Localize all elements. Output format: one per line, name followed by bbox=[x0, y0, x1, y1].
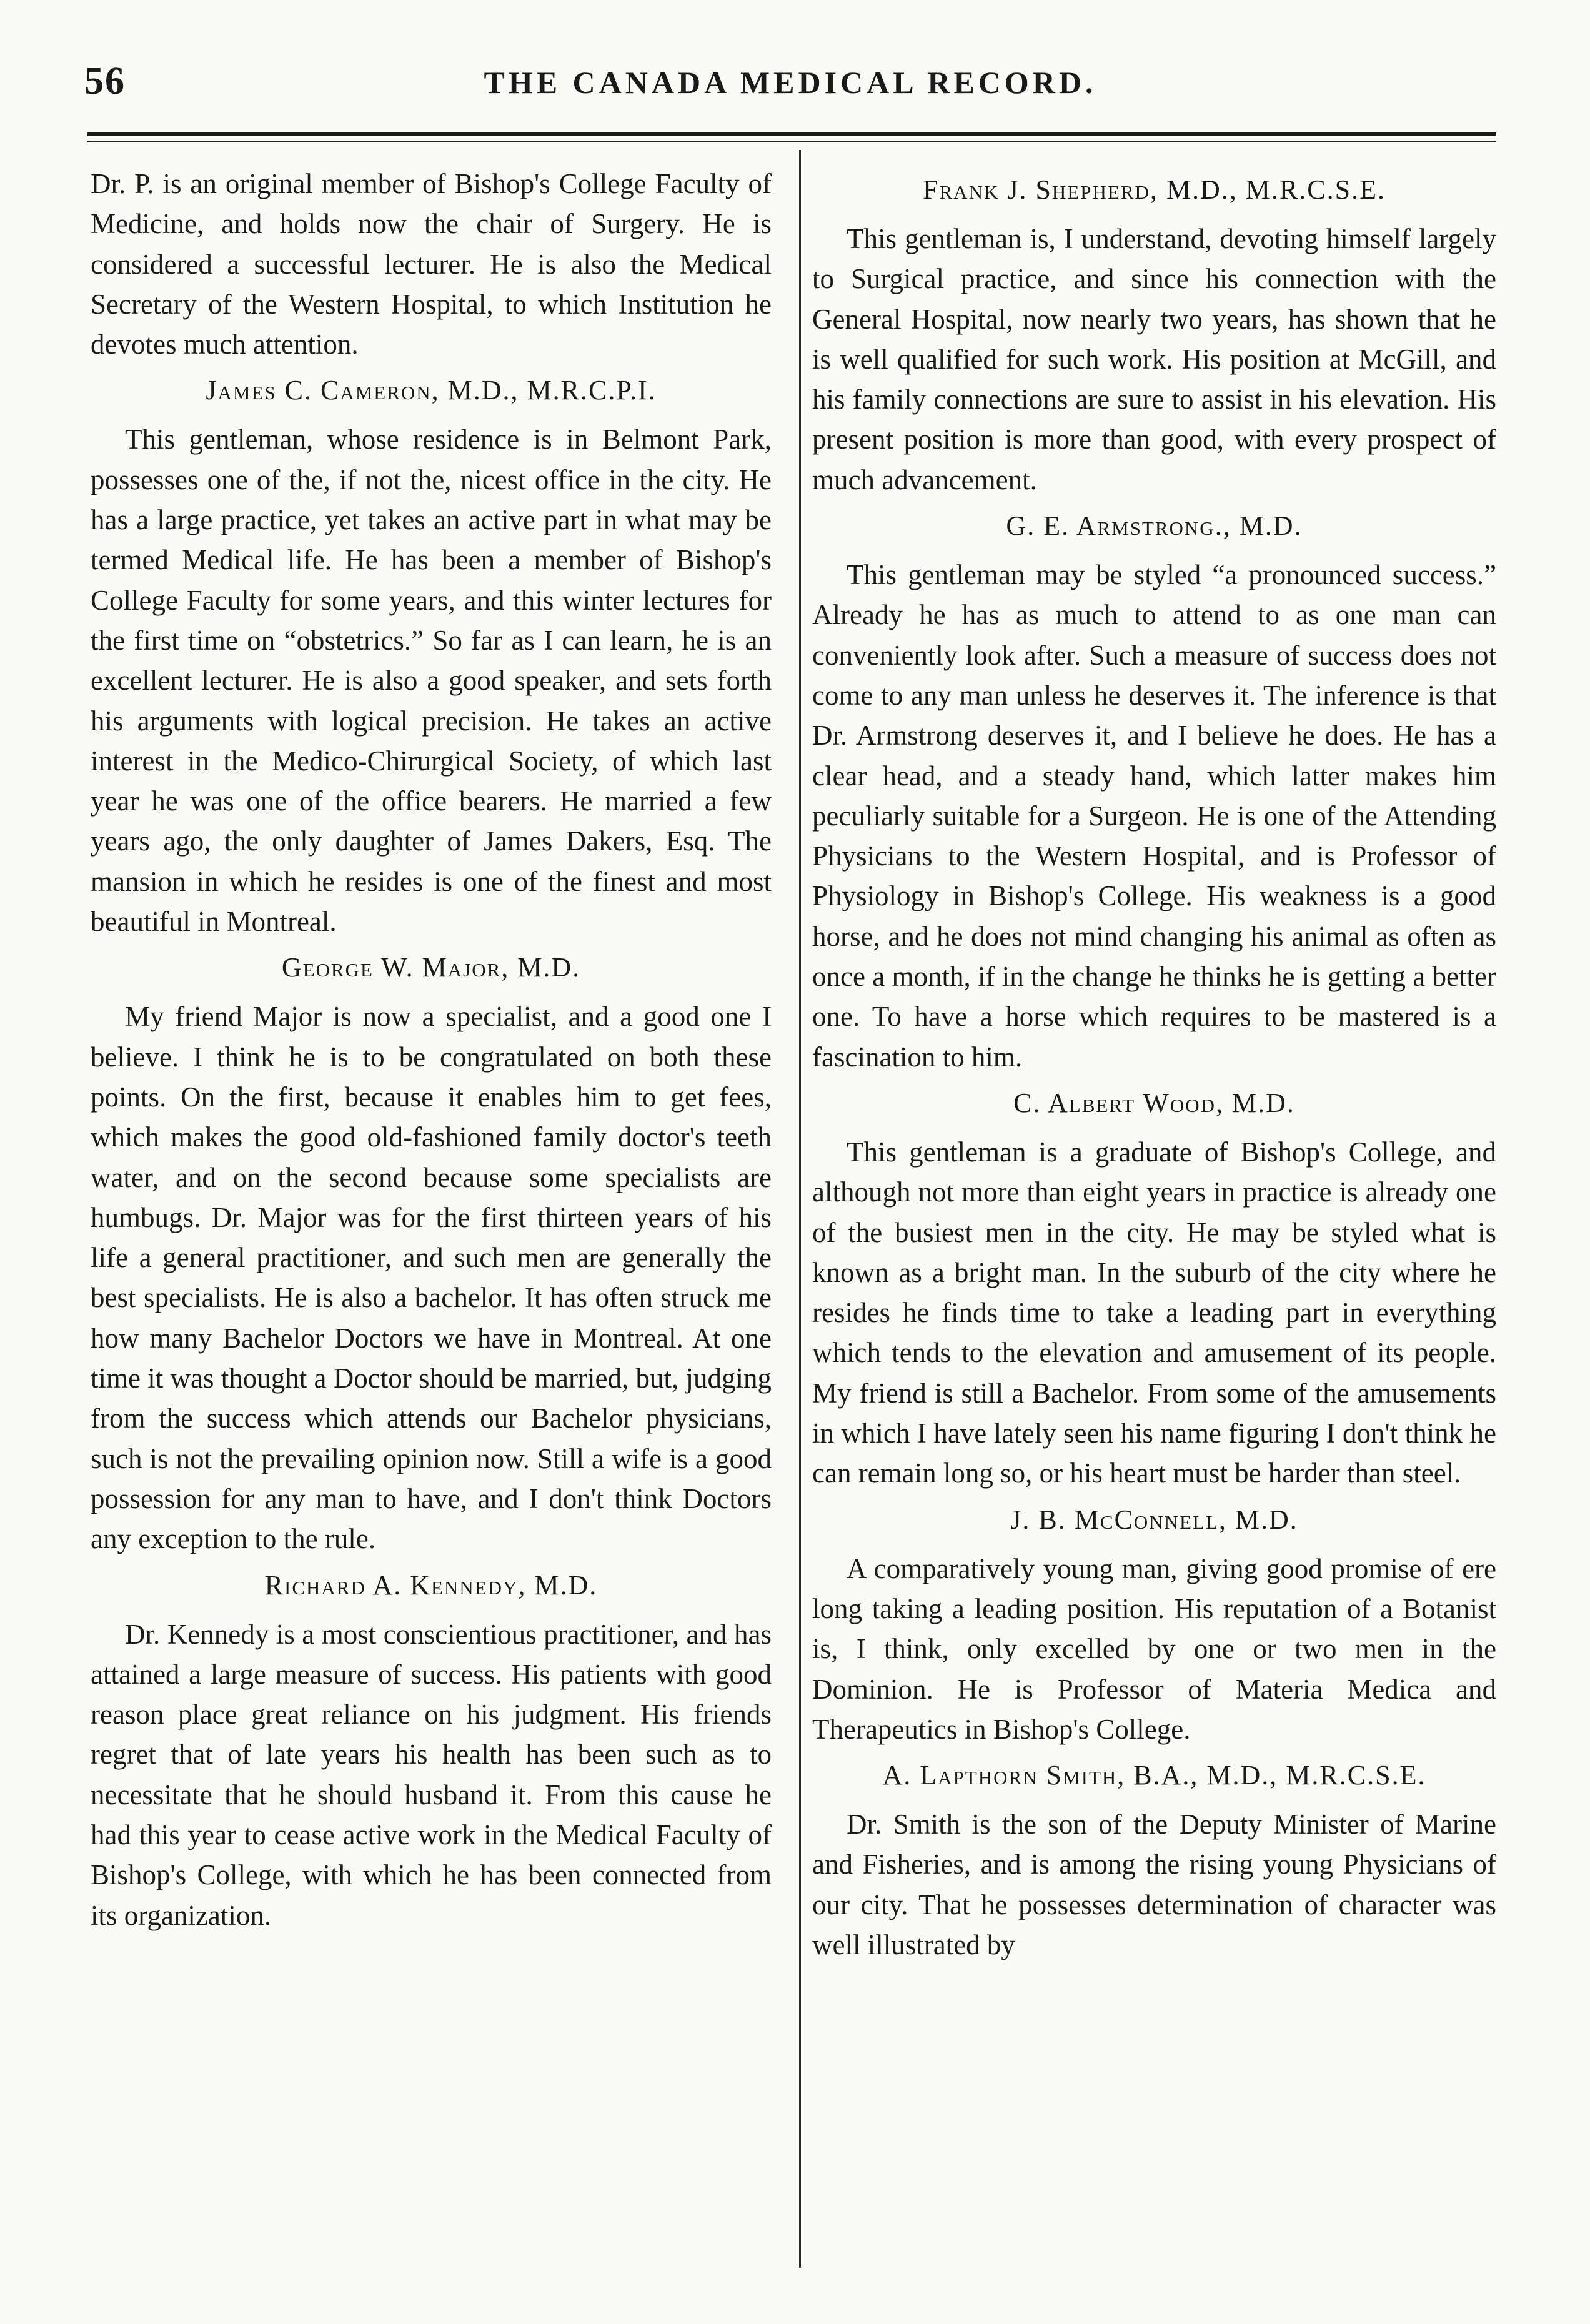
right-column bbox=[812, 164, 1496, 1965]
column-divider bbox=[799, 150, 801, 2268]
section-body: Dr. Kennedy is a most conscientious practitioner, and has attained a large measure of success. His patients with good reason place great reliance on his judgment. His friends regret that of late years his health has been such as to necessitate that he should husband it. From this cause he had this year to cease active work in the Medical Faculty of Bishop's College, with which he has been connected from its organization. bbox=[91, 1618, 772, 1931]
section-heading: C. Albert Wood, M.D. bbox=[1013, 1087, 1295, 1118]
section-body: This gentleman may be styled “a pronounced success.” Already he has as much to attend to as one man can conveniently look after. Such a measure of success does not come to any man unless he deserves it. The inference is that Dr. Armstrong deserves it, and I believe he does. He has a clear head, and a steady hand, which latter makes him peculiarly suitable for a Surgeon. He is one of the Attending Physicians to the Western Hospital, and is Professor of Physiology in Bishop's College. His weakness is a good horse, and he does not mind changing his animal as often as once a month, if in the change he thinks he is getting a better one. To have a horse which requires to be mastered is a fascination to him. bbox=[812, 559, 1496, 1073]
section-heading: Richard A. Kennedy, M.D. bbox=[264, 1569, 598, 1601]
journal-title: THE CANADA MEDICAL RECORD. bbox=[484, 65, 1097, 100]
section-body: A comparatively young man, giving good promise of ere long taking a leading position. His reputation of a Botanist is, I think, only excelled by one or two men in the Dominion. He is Professor of Materia Medica and Therapeutics in Bishop's College. bbox=[812, 1552, 1496, 1745]
intro-paragraph: Dr. P. is an original member of Bishop's College Faculty of Medicine, and holds now the chair of Surgery. He is considered a successful lecturer. He is also the Medical Secretary of the Western Hospital, to which Institution he devotes much attention. bbox=[91, 168, 772, 360]
section-heading: James C. Cameron, M.D., M.R.C.P.I. bbox=[206, 375, 657, 406]
section-heading: G. E. Armstrong., M.D. bbox=[1006, 510, 1303, 542]
page-number: 56 bbox=[84, 60, 126, 102]
left-column bbox=[91, 164, 772, 1935]
section-body: This gentleman, whose residence is in Belmont Park, possesses one of the, if not the, nicest office in the city. He has a large practice, yet takes an active part in what may be termed Medical life. He has been a member of Bishop's College Faculty for some years, and this winter lectures for the first time on “obstetrics.” So far as I can learn, he is an excellent lecturer. He is also a good speaker, and sets forth his arguments with logical precision. He takes an active interest in the Medico-Chirurgical Society, of which last year he was one of the office bearers. He married a few years ago, the only daughter of James Dakers, Esq. The mansion in which he resides is one of the finest and most beautiful in Montreal. bbox=[91, 424, 772, 938]
section-body: This gentleman is a graduate of Bishop's College, and although not more than eight years in practice is already one of the busiest men in the city. He may be styled what is known as a bright man. In the suburb of the city where he resides he finds time to take a leading part in everything which tends to the elevation and amusement of its people. My friend is still a Bachelor. From some of the amusements in which I have lately seen his name figuring I don't think he can remain long so, or his heart must be harder than steel. bbox=[812, 1136, 1496, 1489]
section-heading: A. Lapthorn Smith, B.A., M.D., M.R.C.S.E. bbox=[882, 1760, 1426, 1791]
page-header bbox=[84, 59, 1496, 116]
section-heading: Frank J. Shepherd, M.D., M.R.C.S.E. bbox=[923, 174, 1386, 205]
section-body: Dr. Smith is the son of the Deputy Minister of Marine and Fisheries, and is among the rising young Physicians of our city. That he possesses determination of character was well illustrated by bbox=[812, 1809, 1496, 1960]
header-rule-thin bbox=[87, 141, 1496, 142]
section-body: My friend Major is now a specialist, and a good one I believe. I think he is to be congratulated on both these points. On the first, because it enables him to get fees, which makes the good old-fashioned family doctor's teeth water, and on the second because some specialists are humbugs. Dr. Major was for the first thirteen years of his life a general practitioner, and such men are generally the best specialists. He is also a bachelor. It has often struck me how many Bachelor Doctors we have in Montreal. At one time it was thought a Doctor should be married, but, judging from the success which attends our Bachelor physicians, such is not the prevailing opinion now. Still a wife is a good possession for any man to have, and I don't think Doctors any exception to the rule. bbox=[91, 1001, 772, 1555]
section-heading: George W. Major, M.D. bbox=[281, 952, 581, 983]
section-body: This gentleman is, I understand, devoting himself largely to Surgical practice, and since his connection with the General Hospital, now nearly two years, has shown that he is well qualified for such work. His position at McGill, and his family connections are sure to assist in his elevation. His present position is more than good, with every prospect of much advancement. bbox=[812, 223, 1496, 495]
header-rule-thick bbox=[87, 132, 1496, 136]
section-heading: J. B. McConnell, M.D. bbox=[1010, 1504, 1298, 1535]
